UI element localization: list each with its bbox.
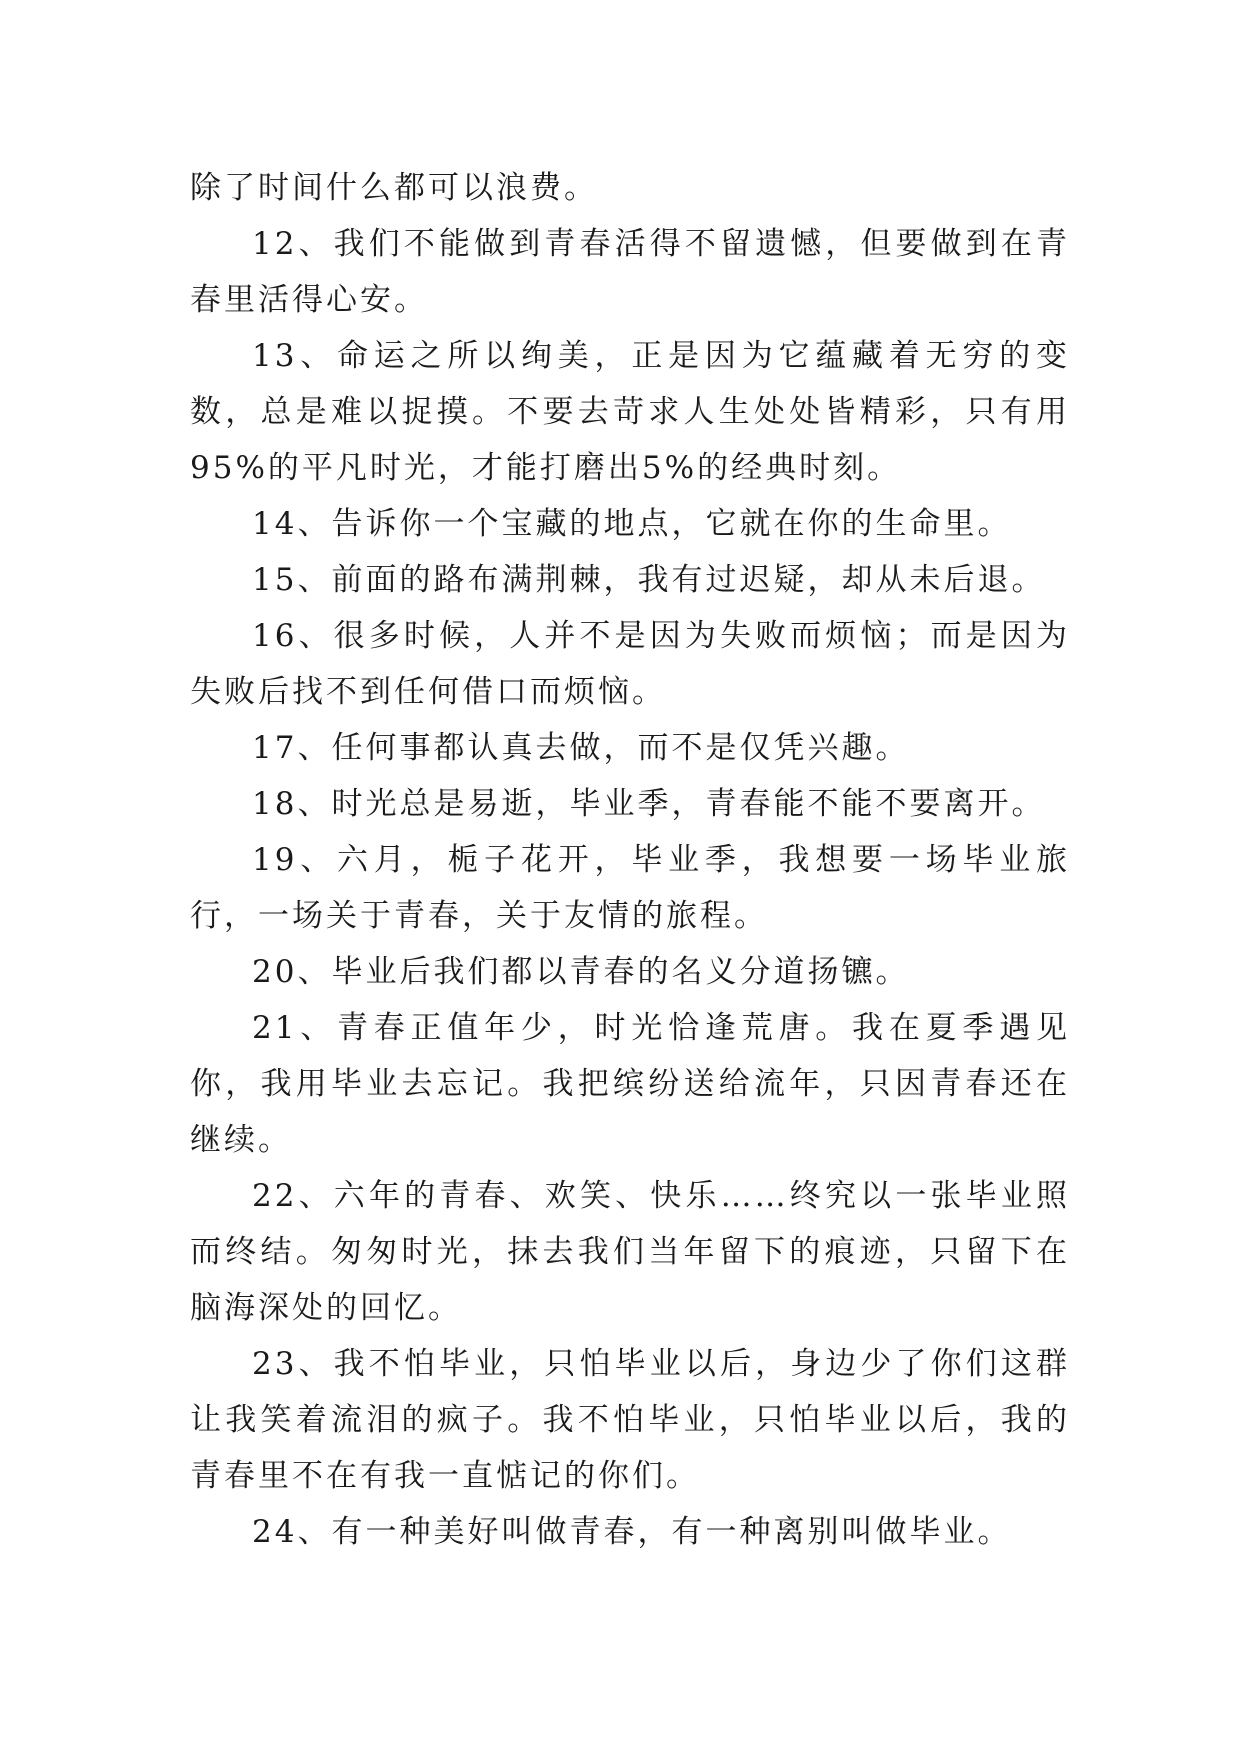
paragraph-item-18: 18、时光总是易逝，毕业季，青春能不能不要离开。: [252, 786, 1046, 822]
paragraph-item-24: 24、有一种美好叫做青春，有一种离别叫做毕业。: [252, 1514, 1012, 1550]
paragraph-item-13: 13、命运之所以绚美，正是因为它蕴藏着无穷的变数，总是难以捉摸。不要去苛求人生处处皆精彩，只有用95%的平凡时光，才能打磨出5%的经典时刻。: [190, 338, 1070, 486]
document-body: [190, 160, 1070, 1560]
paragraph-item-15: 15、前面的路布满荆棘，我有过迟疑，却从未后退。: [252, 562, 1046, 598]
paragraph-item-19: 19、六月，栀子花开，毕业季，我想要一场毕业旅行，一场关于青春，关于友情的旅程。: [190, 842, 1070, 934]
paragraph-item-22: 22、六年的青春、欢笑、快乐……终究以一张毕业照而终结。匆匆时光，抹去我们当年留下的痕迹，只留下在脑海深处的回忆。: [190, 1178, 1070, 1326]
paragraph-item-12: 12、我们不能做到青春活得不留遗憾，但要做到在青春里活得心安。: [190, 226, 1070, 318]
paragraph-item-14: 14、告诉你一个宝藏的地点，它就在你的生命里。: [252, 506, 1012, 542]
paragraph-item-23: 23、我不怕毕业，只怕毕业以后，身边少了你们这群让我笑着流泪的疯子。我不怕毕业，只怕毕业以后，我的青春里不在有我一直惦记的你们。: [190, 1346, 1070, 1494]
paragraph-continuation: 除了时间什么都可以浪费。: [190, 170, 598, 206]
paragraph-item-20: 20、毕业后我们都以青春的名义分道扬镳。: [252, 954, 910, 990]
paragraph-item-21: 21、青春正值年少，时光恰逢荒唐。我在夏季遇见你，我用毕业去忘记。我把缤纷送给流年，只因青春还在继续。: [190, 1010, 1070, 1158]
paragraph-item-16: 16、很多时候，人并不是因为失败而烦恼；而是因为失败后找不到任何借口而烦恼。: [190, 618, 1070, 710]
paragraph-item-17: 17、任何事都认真去做，而不是仅凭兴趣。: [252, 730, 910, 766]
